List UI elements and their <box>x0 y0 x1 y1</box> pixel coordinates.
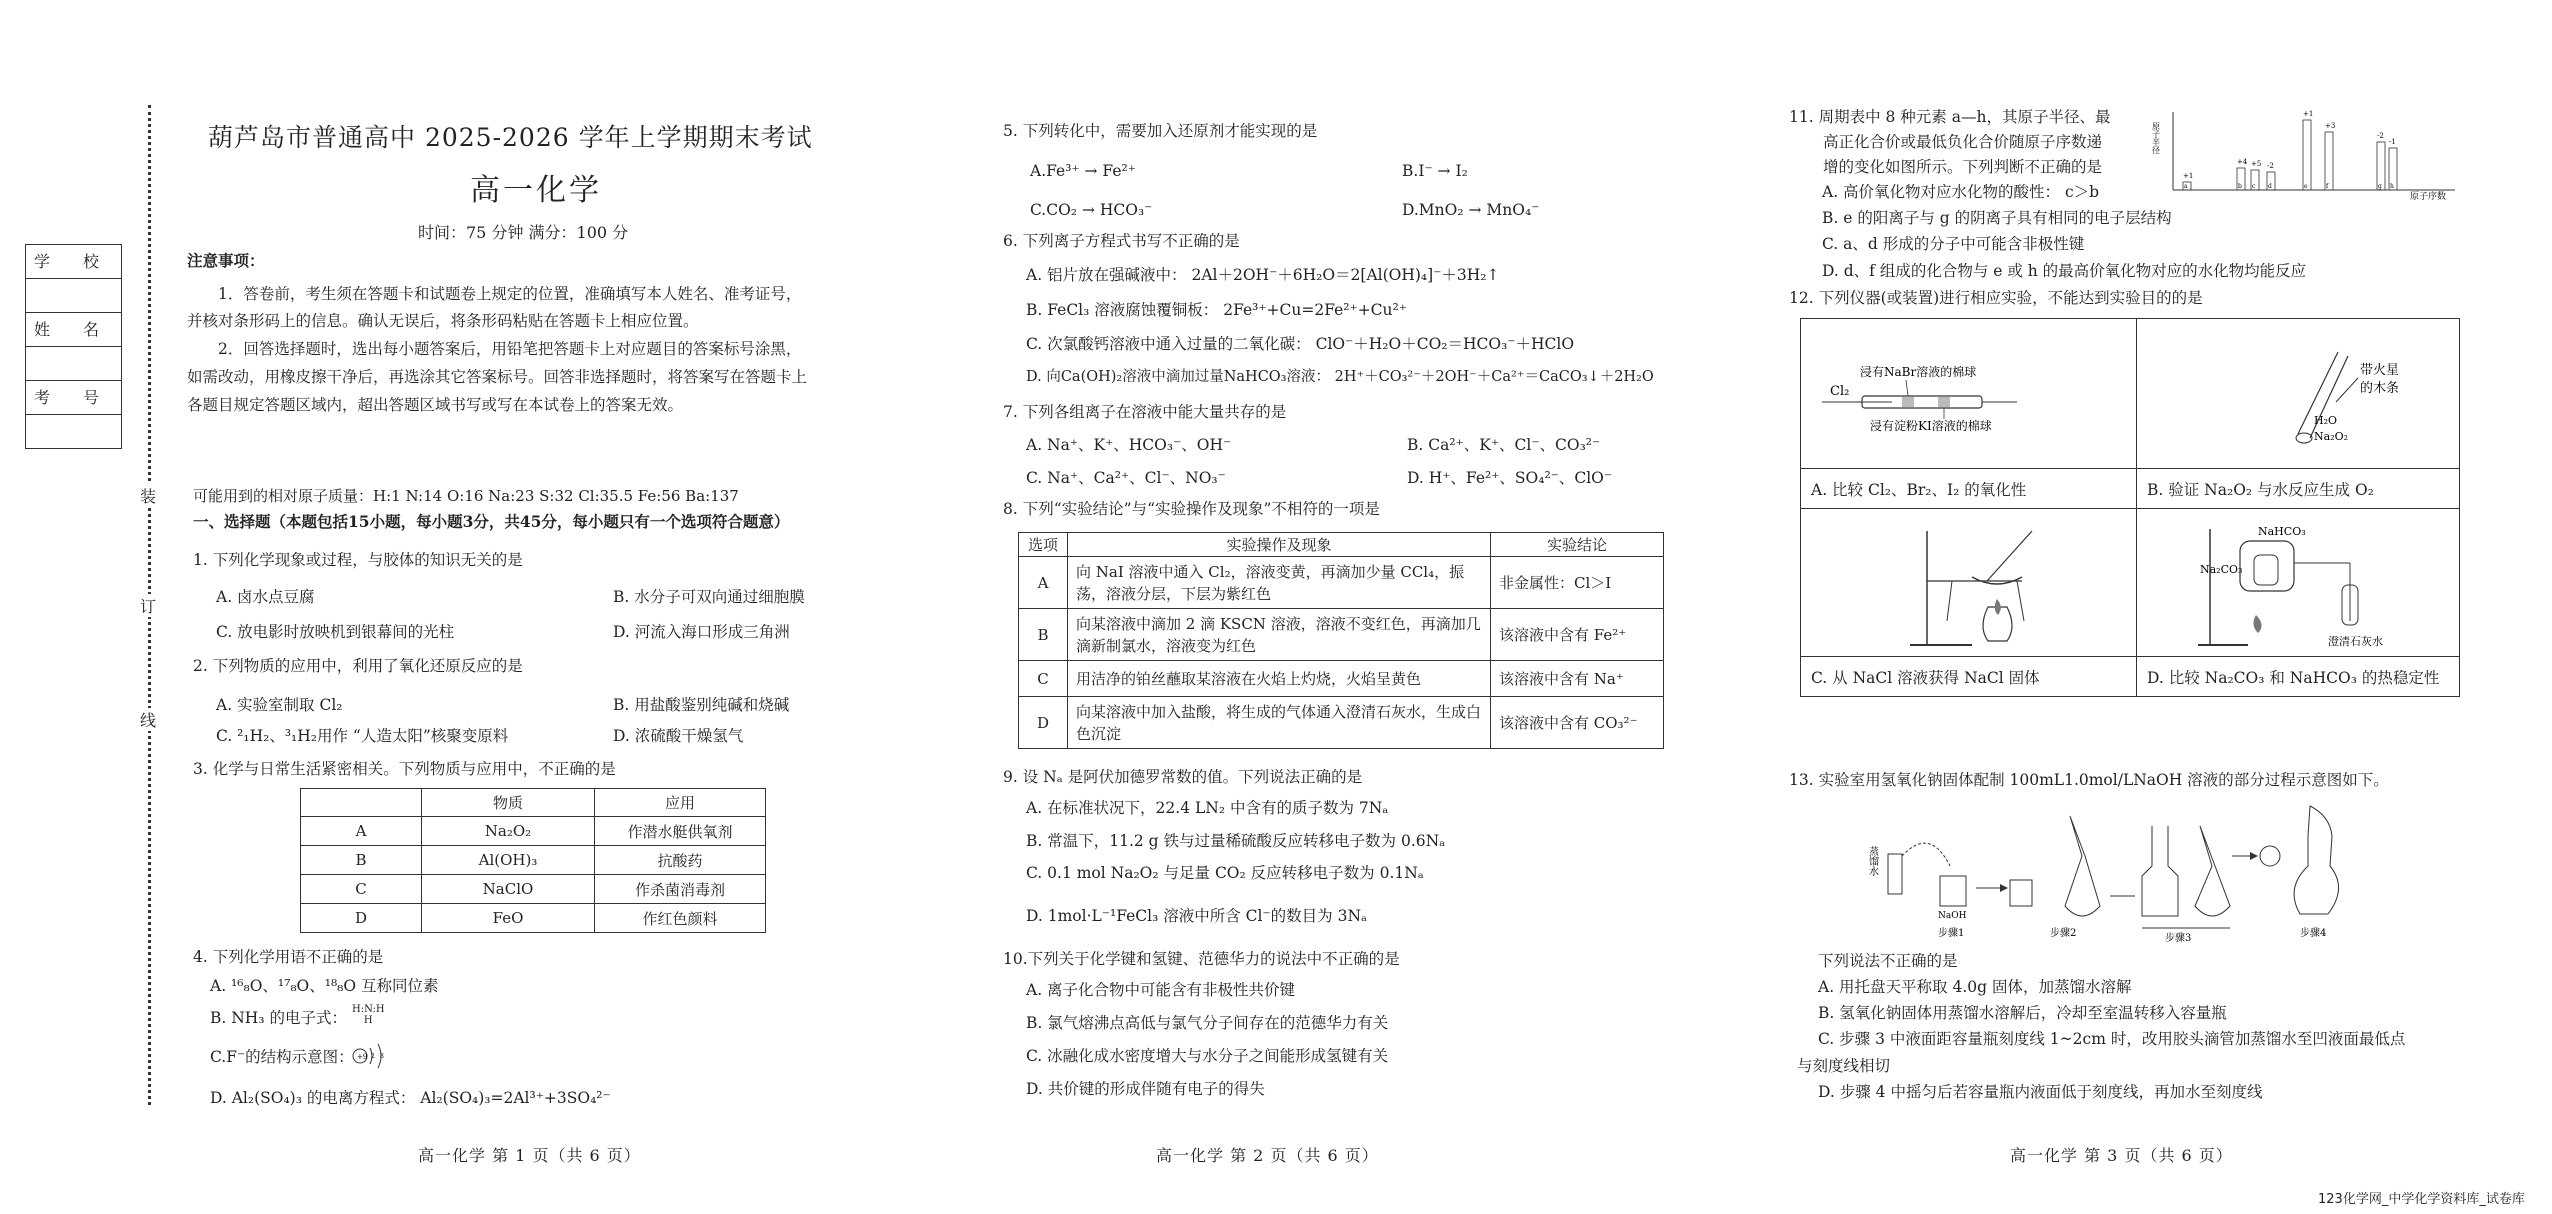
q10-option-a: A. 离子化合物中可能含有非极性共价键 <box>1026 981 1296 999</box>
q7-option-b: B. Ca²⁺、K⁺、Cl⁻、CO₃²⁻ <box>1407 436 1601 454</box>
q1-option-a: A. 卤水点豆腐 <box>216 588 315 606</box>
q11-option-d: D. d、f 组成的化合物与 e 或 h 的最高价氧化物对应的水化物均能反应 <box>1822 262 2307 280</box>
q4-option-a: A. ¹⁶₈O、¹⁷₈O、¹⁸₈O 互称同位素 <box>210 977 439 995</box>
table-cell: 用洁净的铂丝蘸取某溶液在火焰上灼烧，火焰呈黄色 <box>1068 661 1491 697</box>
table-row <box>1019 697 1664 749</box>
q11-stem-line: 11. 周期表中 8 种元素 a—h，其原子半径、最 <box>1789 108 2111 126</box>
table-cell: 向某溶液中滴加 2 滴 KSCN 溶液，溶液不变红色，再滴加几滴新制氯水，溶液变为红色 <box>1068 609 1491 661</box>
q11-stem-line: 高正化合价或最低负化合价随原子序数递 <box>1823 133 2103 151</box>
notice-line: 2．回答选择题时，选出每小题答案后，用铅笔把答题卡上对应题目的答案标号涂黑， <box>218 340 802 358</box>
q12-apparatus-a <box>1802 322 2122 462</box>
table-row <box>301 817 766 846</box>
image-label: H₂O <box>2314 413 2338 427</box>
q8-header: 实验结论 <box>1491 533 1664 557</box>
q1-option-d: D. 河流入海口形成三角洲 <box>613 623 790 641</box>
q12-option-d: D. 比较 Na₂CO₃ 和 NaHCO₃ 的热稳定性 <box>2137 657 2460 697</box>
q7-option-a: A. Na⁺、K⁺、HCO₃⁻、OH⁻ <box>1026 436 1232 454</box>
q4-stem: 4. 下列化学用语不正确的是 <box>193 948 384 966</box>
q12-image-b-cell <box>2137 319 2460 469</box>
q6-option-b: B. FeCl₃ 溶液腐蚀覆铜板： 2Fe³⁺+Cu=2Fe²⁺+Cu²⁺ <box>1026 301 1407 319</box>
image-label: 带火星 <box>2360 362 2400 378</box>
chart-bar-letter: a <box>2184 183 2188 190</box>
table-cell: 作杀菌消毒剂 <box>595 875 766 904</box>
q5-option-b: B.I⁻ → I₂ <box>1402 162 1468 180</box>
q13-option-c-cont: 与刻度线相切 <box>1797 1057 1891 1075</box>
q8-header: 选项 <box>1019 533 1068 557</box>
binding-mark-zhuang: 装 <box>140 484 156 507</box>
section-heading: 一、选择题（本题包括15小题，每小题3分，共45分，每小题只有一个选项符合题意） <box>193 512 790 531</box>
q6-option-a: A. 铝片放在强碱液中： 2Al＋2OH⁻＋6H₂O＝2[Al(OH)₄]⁻＋3H₂↑ <box>1026 266 1500 284</box>
step-label: 步骤1 <box>1938 928 1965 939</box>
nh3-formula-line: H:N:H <box>352 1004 385 1015</box>
q2-option-b: B. 用盐酸鉴别纯碱和烧碱 <box>613 696 790 714</box>
image-label: 浸有NaBr溶液的棉球 <box>1860 364 1977 379</box>
page-footer: 高一化学 第 2 页（共 6 页） <box>1156 1146 1379 1165</box>
q3-header: 应用 <box>595 789 766 817</box>
image-label: NaOH <box>1938 911 1967 921</box>
notice-line: 如需改动，用橡皮擦干净后，再选涂其它答案标号。回答非选择题时，将答案写在答题卡上 <box>187 368 808 386</box>
table-cell: B <box>1019 609 1068 661</box>
table-cell: 向 NaI 溶液中通入 Cl₂，溶液变黄，再滴加少量 CCl₄，振荡，溶液分层，下层为紫红色 <box>1068 557 1491 609</box>
table-cell: A <box>301 817 422 846</box>
table-row <box>301 904 766 933</box>
fluoride-structure-diagram <box>350 1036 394 1076</box>
q10-option-c: C. 冰融化成水密度增大与水分子之间能形成氢键有关 <box>1026 1047 1389 1065</box>
image-label: 的木条 <box>2360 380 2400 396</box>
q5-stem: 5. 下列转化中，需要加入还原剂才能实现的是 <box>1003 122 1318 140</box>
q1-option-c: C. 放电影时放映机到银幕间的光柱 <box>216 623 455 641</box>
nh3-formula-sub: H <box>363 1015 373 1026</box>
q4-option-c: C.F⁻的结构示意图： <box>210 1048 354 1066</box>
step-label: 步骤2 <box>2050 928 2077 939</box>
chart-bar <box>2325 132 2333 190</box>
chart-bar-letter: b <box>2238 183 2242 190</box>
q4-option-d: D. Al₂(SO₄)₃ 的电离方程式： Al₂(SO₄)₃=2Al³⁺+3SO₄²⁻ <box>210 1089 611 1107</box>
table-cell: FeO <box>422 904 595 933</box>
table-cell: Na₂O₂ <box>422 817 595 846</box>
notice-line: 1．答卷前，考生须在答题卡和试题卷上规定的位置，准确填写本人姓名、准考证号， <box>218 285 802 303</box>
q9-option-c: C. 0.1 mol Na₂O₂ 与足量 CO₂ 反应转移电子数为 0.1Nₐ <box>1026 864 1424 882</box>
table-row <box>301 846 766 875</box>
chart-xlabel: 原子序数 <box>2410 192 2447 202</box>
q5-option-d: D.MnO₂ → MnO₄⁻ <box>1402 201 1540 219</box>
svg-text:2: 2 <box>371 1053 375 1060</box>
q7-option-c: C. Na⁺、Ca²⁺、Cl⁻、NO₃⁻ <box>1026 469 1226 487</box>
chart-bar-label: +1 <box>2183 172 2194 180</box>
q11-stem-line: 增的变化如图所示。下列判断不正确的是 <box>1823 158 2103 176</box>
time-info: 时间：75 分钟 满分：100 分 <box>418 223 629 242</box>
page-footer: 高一化学 第 3 页（共 6 页） <box>2010 1146 2233 1165</box>
table-cell: A <box>1019 557 1068 609</box>
q7-stem: 7. 下列各组离子在溶液中能大量共存的是 <box>1003 403 1287 421</box>
q11-option-a: A. 高价氧化物对应水化物的酸性： c＞b <box>1822 183 2100 201</box>
chart-bar-label: +1 <box>2303 110 2314 118</box>
q3-header: 物质 <box>422 789 595 817</box>
table-cell: 非金属性：Cl＞I <box>1491 557 1664 609</box>
chart-bar-letter: c <box>2252 183 2256 190</box>
q13-stem: 13. 实验室用氢氧化钠固体配制 100mL1.0mol/LNaOH 溶液的部分过程示意图如下。 <box>1789 771 2389 789</box>
q13-solution-prep-diagram <box>1860 796 2380 946</box>
q2-stem: 2. 下列物质的应用中，利用了氧化还原反应的是 <box>193 657 523 675</box>
step-label: 步骤4 <box>2300 928 2327 939</box>
chart-bar-label: +4 <box>2237 158 2248 166</box>
q12-option-a: A. 比较 Cl₂、Br₂、I₂ 的氧化性 <box>1801 469 2137 509</box>
notice-heading: 注意事项： <box>187 251 265 270</box>
chart-bars <box>2183 110 2397 190</box>
table-row <box>1019 661 1664 697</box>
subject-title: 高一化学 <box>470 173 602 208</box>
q8-header: 实验操作及现象 <box>1068 533 1491 557</box>
table-cell: D <box>1019 697 1068 749</box>
school-field-label: 学 校 <box>26 245 121 279</box>
binding-mark-ding: 订 <box>140 594 156 617</box>
chart-bar-label: +3 <box>2325 122 2336 130</box>
q9-option-b: B. 常温下，11.2 g 铁与过量稀硫酸反应转移电子数为 0.6Nₐ <box>1026 832 1446 850</box>
table-cell: 向某溶液中加入盐酸，将生成的气体通入澄清石灰水，生成白色沉淀 <box>1068 697 1491 749</box>
table-cell: C <box>1019 661 1068 697</box>
q10-stem: 10.下列关于化学键和氢键、范德华力的说法中不正确的是 <box>1003 950 1400 968</box>
q11-option-b: B. e 的阳离子与 g 的阴离子具有相同的电子层结构 <box>1822 209 2172 227</box>
q10-option-d: D. 共价键的形成伴随有电子的得失 <box>1026 1080 1265 1098</box>
q13-sub-stem: 下列说法不正确的是 <box>1818 952 1958 970</box>
q13-option-d: D. 步骤 4 中摇匀后若容量瓶内液面低于刻度线，再加水至刻度线 <box>1818 1083 2263 1101</box>
q8-stem: 8. 下列“实验结论”与“实验操作及现象”不相符的一项是 <box>1003 500 1380 518</box>
q3-stem: 3. 化学与日常生活紧密相关。下列物质与应用中，不正确的是 <box>193 760 616 778</box>
q3-table <box>300 788 766 933</box>
binding-mark-xian: 线 <box>140 708 156 731</box>
q12-option-b: B. 验证 Na₂O₂ 与水反应生成 O₂ <box>2137 469 2460 509</box>
q9-option-a: A. 在标准状况下，22.4 LN₂ 中含有的质子数为 7Nₐ <box>1026 799 1389 817</box>
q1-option-b: B. 水分子可双向通过细胞膜 <box>613 588 805 606</box>
table-row <box>301 875 766 904</box>
svg-text:+9: +9 <box>357 1053 368 1061</box>
exam-title: 葫芦岛市普通高中 2025-2026 学年上学期期末考试 <box>208 123 813 152</box>
image-label: 蒸馏水 <box>1866 846 1878 876</box>
q2-option-d: D. 浓硫酸干燥氢气 <box>613 727 744 745</box>
id-field-blank <box>26 415 121 448</box>
image-label: Na₂O₂ <box>2314 429 2349 443</box>
chart-bar-letter: d <box>2268 183 2272 190</box>
table-cell: B <box>301 846 422 875</box>
q11-element-chart <box>2151 108 2475 202</box>
q7-option-d: D. H⁺、Fe²⁺、SO₄²⁻、ClO⁻ <box>1407 469 1613 487</box>
chart-bar-label: -2 <box>2267 162 2274 170</box>
chart-bar <box>2303 120 2311 190</box>
step-label: 步骤3 <box>2165 933 2192 944</box>
image-label: Na₂CO₃ <box>2200 562 2243 576</box>
q11-option-c: C. a、d 形成的分子中可能含非极性键 <box>1822 235 2085 253</box>
q2-option-a: A. 实验室制取 Cl₂ <box>216 696 343 714</box>
table-cell: Al(OH)₃ <box>422 846 595 875</box>
table-cell: 该溶液中含有 Fe²⁺ <box>1491 609 1664 661</box>
school-field-blank <box>26 279 121 313</box>
table-cell: 该溶液中含有 Na⁺ <box>1491 661 1664 697</box>
q2-option-c: C. ²₁H₂、³₁H₂用作 “人造太阳”核聚变原料 <box>216 727 509 745</box>
chart-ylabel: 原子半径 <box>2151 122 2161 154</box>
watermark-text: 123化学网_中学化学资料库_试卷库 <box>2318 1192 2525 1207</box>
name-field-blank <box>26 347 121 381</box>
q12-image-d-cell <box>2137 509 2460 657</box>
q12-image-a-cell <box>1801 319 2137 469</box>
table-cell: D <box>301 904 422 933</box>
q12-stem: 12. 下列仪器(或装置)进行相应实验，不能达到实验目的的是 <box>1789 289 2203 307</box>
chart-bar-letter: e <box>2304 183 2308 190</box>
table-cell: 作潜水艇供氧剂 <box>595 817 766 846</box>
table-cell: 该溶液中含有 CO₃²⁻ <box>1491 697 1664 749</box>
q12-apparatus-d <box>2138 511 2458 651</box>
svg-text:8: 8 <box>380 1053 384 1060</box>
chart-bar-letter: f <box>2326 183 2329 190</box>
q12-image-c-cell <box>1801 509 2137 657</box>
q9-option-d: D. 1mol·L⁻¹FeCl₃ 溶液中所含 Cl⁻的数目为 3Nₐ <box>1026 907 1367 925</box>
q4-option-b: B. NH₃ 的电子式： <box>210 1009 347 1027</box>
q9-stem: 9. 设 Nₐ 是阿伏加德罗常数的值。下列说法正确的是 <box>1003 768 1363 786</box>
id-field-label: 考 号 <box>26 381 121 415</box>
chart-bar-letter: h <box>2390 183 2394 190</box>
q10-option-b: B. 氯气熔沸点高低与氯气分子间存在的范德华力有关 <box>1026 1014 1389 1032</box>
q6-option-d: D. 向Ca(OH)₂溶液中滴加过量NaHCO₃溶液： 2H⁺＋CO₃²⁻＋2OH⁻＋Ca²⁺＝CaCO₃↓＋2H₂O <box>1026 369 1654 385</box>
chart-bar-label: -1 <box>2389 138 2396 146</box>
q6-stem: 6. 下列离子方程式书写不正确的是 <box>1003 232 1240 250</box>
notice-line: 各题目规定答题区域内，超出答题区域书写或写在本试卷上的答案无效。 <box>187 396 684 414</box>
q8-table <box>1018 532 1664 749</box>
table-row <box>1019 609 1664 661</box>
q5-option-a: A.Fe³⁺ → Fe²⁺ <box>1030 162 1136 180</box>
table-cell: 抗酸药 <box>595 846 766 875</box>
image-label: Cl₂ <box>1830 383 1850 399</box>
chart-bar-label: -2 <box>2377 132 2384 140</box>
q13-option-c: C. 步骤 3 中液面距容量瓶刻度线 1~2cm 时，改用胶头滴管加蒸馏水至凹液面最低点 <box>1818 1030 2406 1048</box>
table-cell: NaClO <box>422 875 595 904</box>
chart-bar-letter: g <box>2378 183 2382 190</box>
table-row <box>1019 557 1664 609</box>
image-label: 浸有淀粉KI溶液的棉球 <box>1870 418 1992 433</box>
name-field-label: 姓 名 <box>26 313 121 347</box>
chart-bar-label: +5 <box>2251 160 2262 168</box>
q12-option-c: C. 从 NaCl 溶液获得 NaCl 固体 <box>1801 657 2137 697</box>
table-cell: 作红色颜料 <box>595 904 766 933</box>
q1-stem: 1. 下列化学现象或过程，与胶体的知识无关的是 <box>193 551 523 569</box>
q12-apparatus-c <box>1802 511 2122 651</box>
q3-header <box>301 789 422 817</box>
atomic-masses: 可能用到的相对原子质量：H:1 N:14 O:16 Na:23 S:32 Cl:35.5 Fe:56 Ba:137 <box>193 487 739 505</box>
q12-table <box>1800 318 2460 697</box>
q13-option-a: A. 用托盘天平称取 4.0g 固体，加蒸馏水溶解 <box>1818 978 2132 996</box>
q12-apparatus-b <box>2138 322 2458 462</box>
page-footer: 高一化学 第 1 页（共 6 页） <box>418 1146 641 1165</box>
notice-line: 并核对条形码上的信息。确认无误后，将条形码粘贴在答题卡上相应位置。 <box>187 312 699 330</box>
table-cell: C <box>301 875 422 904</box>
image-label: 澄清石灰水 <box>2328 634 2383 648</box>
q5-option-c: C.CO₂ → HCO₃⁻ <box>1030 201 1153 219</box>
q6-option-c: C. 次氯酸钙溶液中通入过量的二氧化碳： ClO⁻＋H₂O＋CO₂＝HCO₃⁻＋HClO <box>1026 335 1575 353</box>
image-label: NaHCO₃ <box>2258 524 2306 538</box>
nh3-electron-formula <box>352 1004 385 1026</box>
student-info-box <box>25 244 122 449</box>
q13-option-b: B. 氢氧化钠固体用蒸馏水溶解后，冷却至室温转移入容量瓶 <box>1818 1004 2227 1022</box>
